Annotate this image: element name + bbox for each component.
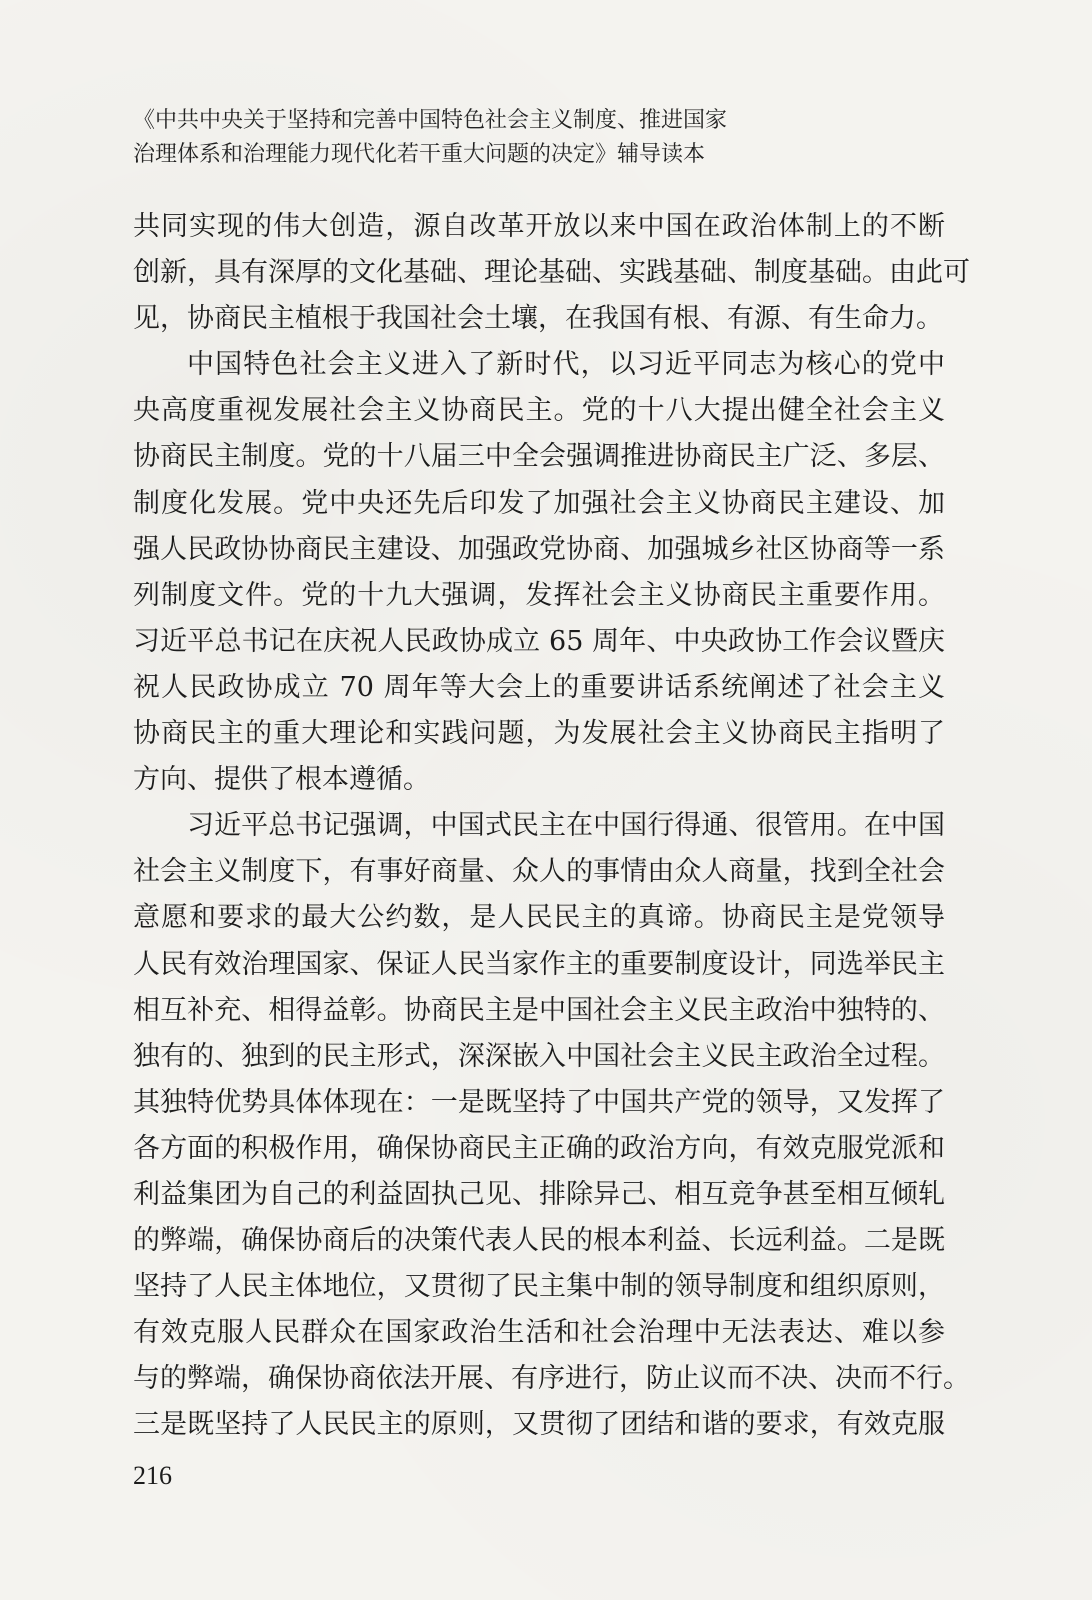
text-line: 创新，具有深厚的文化基础、理论基础、实践基础、制度基础。由此可 <box>133 257 970 289</box>
text-line: 央高度重视发展社会主义协商民主。党的十八大提出健全社会主义 <box>133 395 945 427</box>
page-number: 216 <box>133 1461 172 1490</box>
text-line: 坚持了人民主体地位，又贯彻了民主集中制的领导制度和组织原则， <box>133 1271 945 1303</box>
text-line: 意愿和要求的最大公约数，是人民民主的真谛。协商民主是党领导 <box>133 902 945 934</box>
text-line: 利益集团为自己的利益固执己见、排除异己、相互竞争甚至相互倾轧 <box>133 1178 945 1210</box>
text-line: 中国特色社会主义进入了新时代，以习近平同志为核心的党中 <box>187 349 945 381</box>
text-line: 祝人民政协成立 70 周年等大会上的重要讲话系统阐述了社会主义 <box>133 671 945 703</box>
body-text <box>133 204 970 1449</box>
text-line: 方向、提供了根本遵循。 <box>133 764 430 796</box>
text-line: 独有的、独到的民主形式，深深嵌入中国社会主义民主政治全过程。 <box>133 1040 945 1072</box>
text-line: 见，协商民主植根于我国社会土壤，在我国有根、有源、有生命力。 <box>133 303 943 335</box>
text-line: 强人民政协协商民主建设、加强政党协商、加强城乡社区协商等一系 <box>133 533 945 565</box>
paragraph <box>133 204 970 342</box>
text-line: 共同实现的伟大创造，源自改革开放以来中国在政治体制上的不断 <box>133 211 945 242</box>
paragraph <box>133 342 945 803</box>
running-header-line: 治理体系和治理能力现代化若干重大问题的决定》辅导读本 <box>133 142 706 167</box>
text-line: 人民有效治理国家、保证人民当家作主的重要制度设计，同选举民主 <box>133 948 945 980</box>
text-line: 的弊端，确保协商后的决策代表人民的根本利益、长远利益。二是既 <box>133 1225 945 1257</box>
text-line: 有效克服人民群众在国家政治生活和社会治理中无法表达、难以参 <box>133 1317 945 1349</box>
text-line: 列制度文件。党的十九大强调，发挥社会主义协商民主重要作用。 <box>133 579 945 611</box>
text-line: 社会主义制度下，有事好商量、众人的事情由众人商量，找到全社会 <box>133 856 945 888</box>
running-header <box>133 104 953 172</box>
text-line: 协商民主制度。党的十八届三中全会强调推进协商民主广泛、多层、 <box>133 441 945 473</box>
paragraph <box>133 803 970 1448</box>
text-line: 相互补充、相得益彰。协商民主是中国社会主义民主政治中独特的、 <box>133 994 945 1026</box>
text-line: 各方面的积极作用，确保协商民主正确的政治方向，有效克服党派和 <box>133 1132 945 1164</box>
running-header-line: 《中共中央关于坚持和完善中国特色社会主义制度、推进国家 <box>133 108 728 133</box>
text-line: 与的弊端，确保协商依法开展、有序进行，防止议而不决、决而不行。 <box>133 1363 970 1395</box>
text-line: 三是既坚持了人民民主的原则，又贯彻了团结和谐的要求，有效克服 <box>133 1409 945 1441</box>
text-line: 协商民主的重大理论和实践问题，为发展社会主义协商民主指明了 <box>133 718 945 750</box>
text-line: 制度化发展。党中央还先后印发了加强社会主义协商民主建设、加 <box>133 487 945 519</box>
text-line: 其独特优势具体体现在：一是既坚持了中国共产党的领导，又发挥了 <box>133 1086 945 1118</box>
text-line: 习近平总书记强调，中国式民主在中国行得通、很管用。在中国 <box>187 810 945 842</box>
text-line: 习近平总书记在庆祝人民政协成立 65 周年、中央政协工作会议暨庆 <box>133 625 945 657</box>
